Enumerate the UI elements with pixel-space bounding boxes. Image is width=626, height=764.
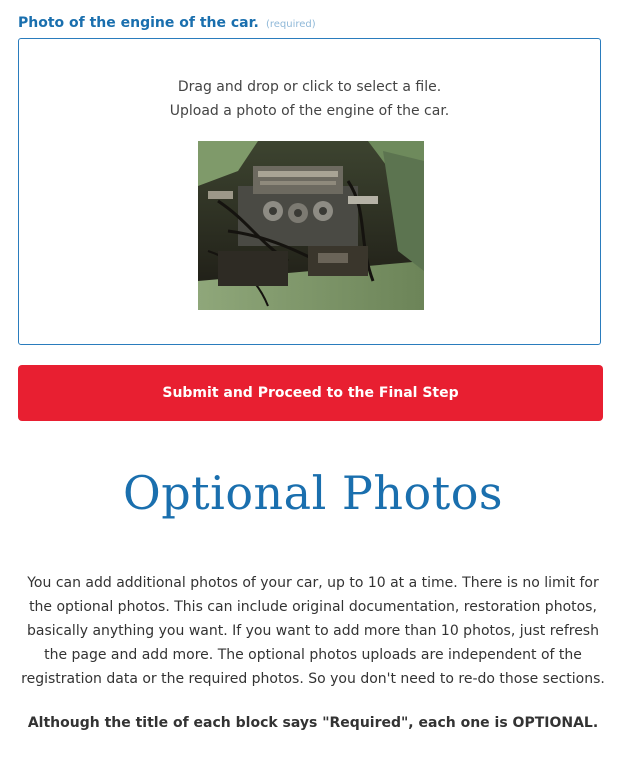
dropzone-instruction: Drag and drop or click to select a file.: [177, 79, 442, 95]
field-label: Photo of the engine of the car.: [18, 15, 259, 31]
optional-note: Although the title of each block says "Required", each one is OPTIONAL.: [27, 715, 599, 731]
submit-button[interactable]: Submit and Proceed to the Final Step: [18, 365, 603, 421]
required-tag: (required): [265, 19, 316, 30]
dropzone-hint: Upload a photo of the engine of the car.: [169, 103, 450, 119]
section-description: You can add additional photos of your car, up to 10 at a time. There is no limit for the optional photos. This can include original documentation, restoration photos, basically anything you want. If you want to add more than 10 photos, just refresh the page and add more. The optional photos uploads are independent of the registration data or the required photos. So you don't need to re-do those sections.: [21, 575, 605, 687]
upload-field-header: [18, 12, 316, 31]
engine-photo-preview: [198, 141, 424, 310]
file-dropzone[interactable]: [18, 38, 601, 345]
section-title: Optional Photos: [123, 466, 503, 520]
